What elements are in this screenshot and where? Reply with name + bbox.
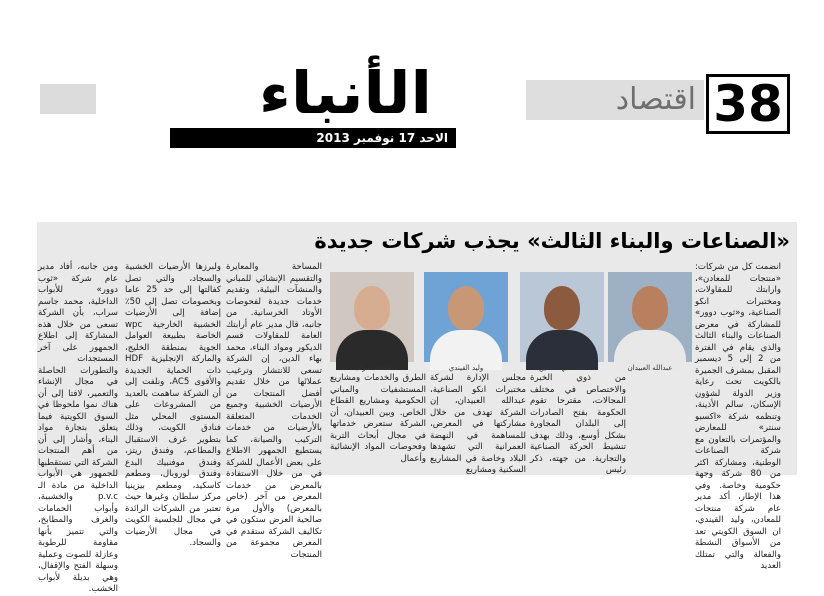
portrait-photo-3: [424, 272, 508, 362]
photo-caption-4: محمد سراب: [353, 364, 391, 372]
masthead-gray-bar-left: [40, 84, 96, 114]
photo-caption-3: وليد القيندي: [448, 364, 484, 372]
article-column-left-2: ولبرزها الأرضيات الخشبية والسجاد، والتي تصل كفالتها إلى حد 25 عاما وبخصومات تصل إلى 50٪ إضافة إلى الأرضيات الخشبية الخارجية wpc الخاصة بطبيعة العوامل الجوية بمنطقة الخليج، والماركة الإنجليزية HDF ذات الحماية الجديدة والأقوى AC5، ونلفت إلى أن الشركة ساهمت بالعديد من المشروعات على المستوى المحلي مثل فنادق الكويت، وذلك بتطوير غرف الاستقبال والمطاعم، وفندق ريتز، وفندق موفنبيك البدع وفندق لوروبال، ومطعم كاسكيد، ومطعم بيزينيا مركز سلطان وغيرها حيث تعتبر من الشركات الرائدة في مجال للجلسية الكويت في مجال الأرضيات والسجاد.: [125, 262, 221, 548]
photo-caption-2: محمد بهاء الدين: [538, 364, 586, 372]
page-number-box: [706, 74, 790, 134]
portrait-face: [632, 286, 668, 330]
article-column-right: انضمت كل من شركات: «منتجات للمعادن»، وارابتك للمقاولات، ومختبرات انكو الصناعية، و«ثوب دوور» للمشاركة في معرض الصناعات والبناء الثالث والذي يقام في الفترة من 2 إلى 5 ديسمبر المقبل بمشرف الجميرة بالكويت تحت رعاية وزير الدولة لشؤون الإسكان، سالم الأذينة، وتنظمه شركة «اكسبو سنتر» للمعارض والمؤتمرات بالتعاون مع شركة الصناعات الوطنية، ومشاركة اكثر من 80 شركة وجهة حكومية وخاصة. وفي هذا الإطار، أكد مدير عام شركة منتجات للمعادن، وليد القيندي، ان السوق الكويتي تعد من الأسواق النشطة والفعالة والتي تمتلك العديد: [695, 262, 781, 571]
portrait-face: [354, 286, 390, 330]
portrait-face: [448, 286, 484, 330]
newspaper-brand: [160, 58, 462, 144]
article-headline: «الصناعات والبناء الثالث» يجذب شركات جديدة: [314, 229, 790, 253]
issue-date: الاحد 17 نوفمبر 2013: [316, 131, 448, 145]
portrait-photo-1: [608, 272, 692, 362]
portrait-photo-2: [520, 272, 604, 362]
article-column-left-3: المساحة والمعايرة والتقسيم الإنشائي للمباني والمنشآت البيئية، وتقديم خدمات جديدة لفحوصات الأوتاد الخرسانية. من جانبه، قال مدير عام أرابتك العامة للمقاولات قسم الديكور ومواد البناء، محمد بهاء الدين، إن الشركة تسعى للانتشار وترغيب عملائها من خلال تقديم أفضل المنتجات من الأرضيات الخشبية وجميع الخدمات المتعلقة بالأرضيات من خدمات التركيب والصيانة، كما يستطيع الجمهور الاطلاع على بعض الأعمال للشركة في من خلال الاستفادة بالمعرض من خدمات المعرض من آخر (خاص بالمعرض) والأول مرة صالحية العرض ستكون في تكاليف الشركة ستقدم في المعرض مجموعة من المنتجات: [226, 262, 322, 560]
page-number: 38: [713, 75, 783, 133]
article-column-under-photo-1: من ذوي الخبرة والاختصاص في مختلف المجالات، مقترحا تقوم الحكومة بفتح الصادرات إلى البلدان المجاورة بشكل أوسع، وذلك بهدف تنشيط الحركة الصناعية والتجارية. من جهته، ذكر رئيس: [530, 373, 626, 475]
section-label: اقتصاد: [615, 82, 696, 117]
portrait-photo-4: [330, 272, 414, 362]
portrait-face: [544, 286, 580, 330]
newspaper-logo: الأنباء: [258, 59, 432, 127]
article-column-under-photo-3: الطرق والخدمات ومشاريع المستشفيات والمباني الحكومية ومشاريع القطاع الخاص. وبين العبيدان، أن الشركة ستعرض خدماتها في مجال أبحاث التربة وفحوصات المواد الإنشائية وأعمال: [330, 373, 426, 464]
article-column-left-1: ومن جانبه، أفاد مدير عام شركة «ثوب دوور» للأبواب الداخلية، محمد جاسم سراب، بأن الشركة تسعى من خلال هذه المشاركة إلى اطلاع الجمهور على آخر المستجدات والتطورات الحاصلة في مجال الإنشاء والتعمير، لافتا إلى أن هناك نموا ملحوظا في السوق الكويتية فيما يتعلق بتجارة مواد البناء، وأشار إلى أن من أهم المنتجات الشركة التي تستقطبها للجمهور هي الأبواب الداخلية من مادة الـ p.v.c والخشبية، وأبواب الحمامات والغرف والمطابخ، والتي تتميز بأنها مقاومة للرطوبة وعازلة للصوت وعملية وسهلة الفتح والإقفال، وهي بديلة لأبواب الخشب.: [38, 262, 118, 594]
article-column-under-photo-2: مجلس الإدارة لشركة مختبرات انكو الصناعية، عبدالله العبيدان، إن الشركة تهدف من خلال مشاركتها في المعرض، للمساهمة في النهضة العمرانية التي تشهدها البلاد وخاصة في المشاريع السكنية ومشاريع: [430, 373, 526, 475]
photo-caption-1: عبدالله العبيدان: [627, 364, 673, 372]
